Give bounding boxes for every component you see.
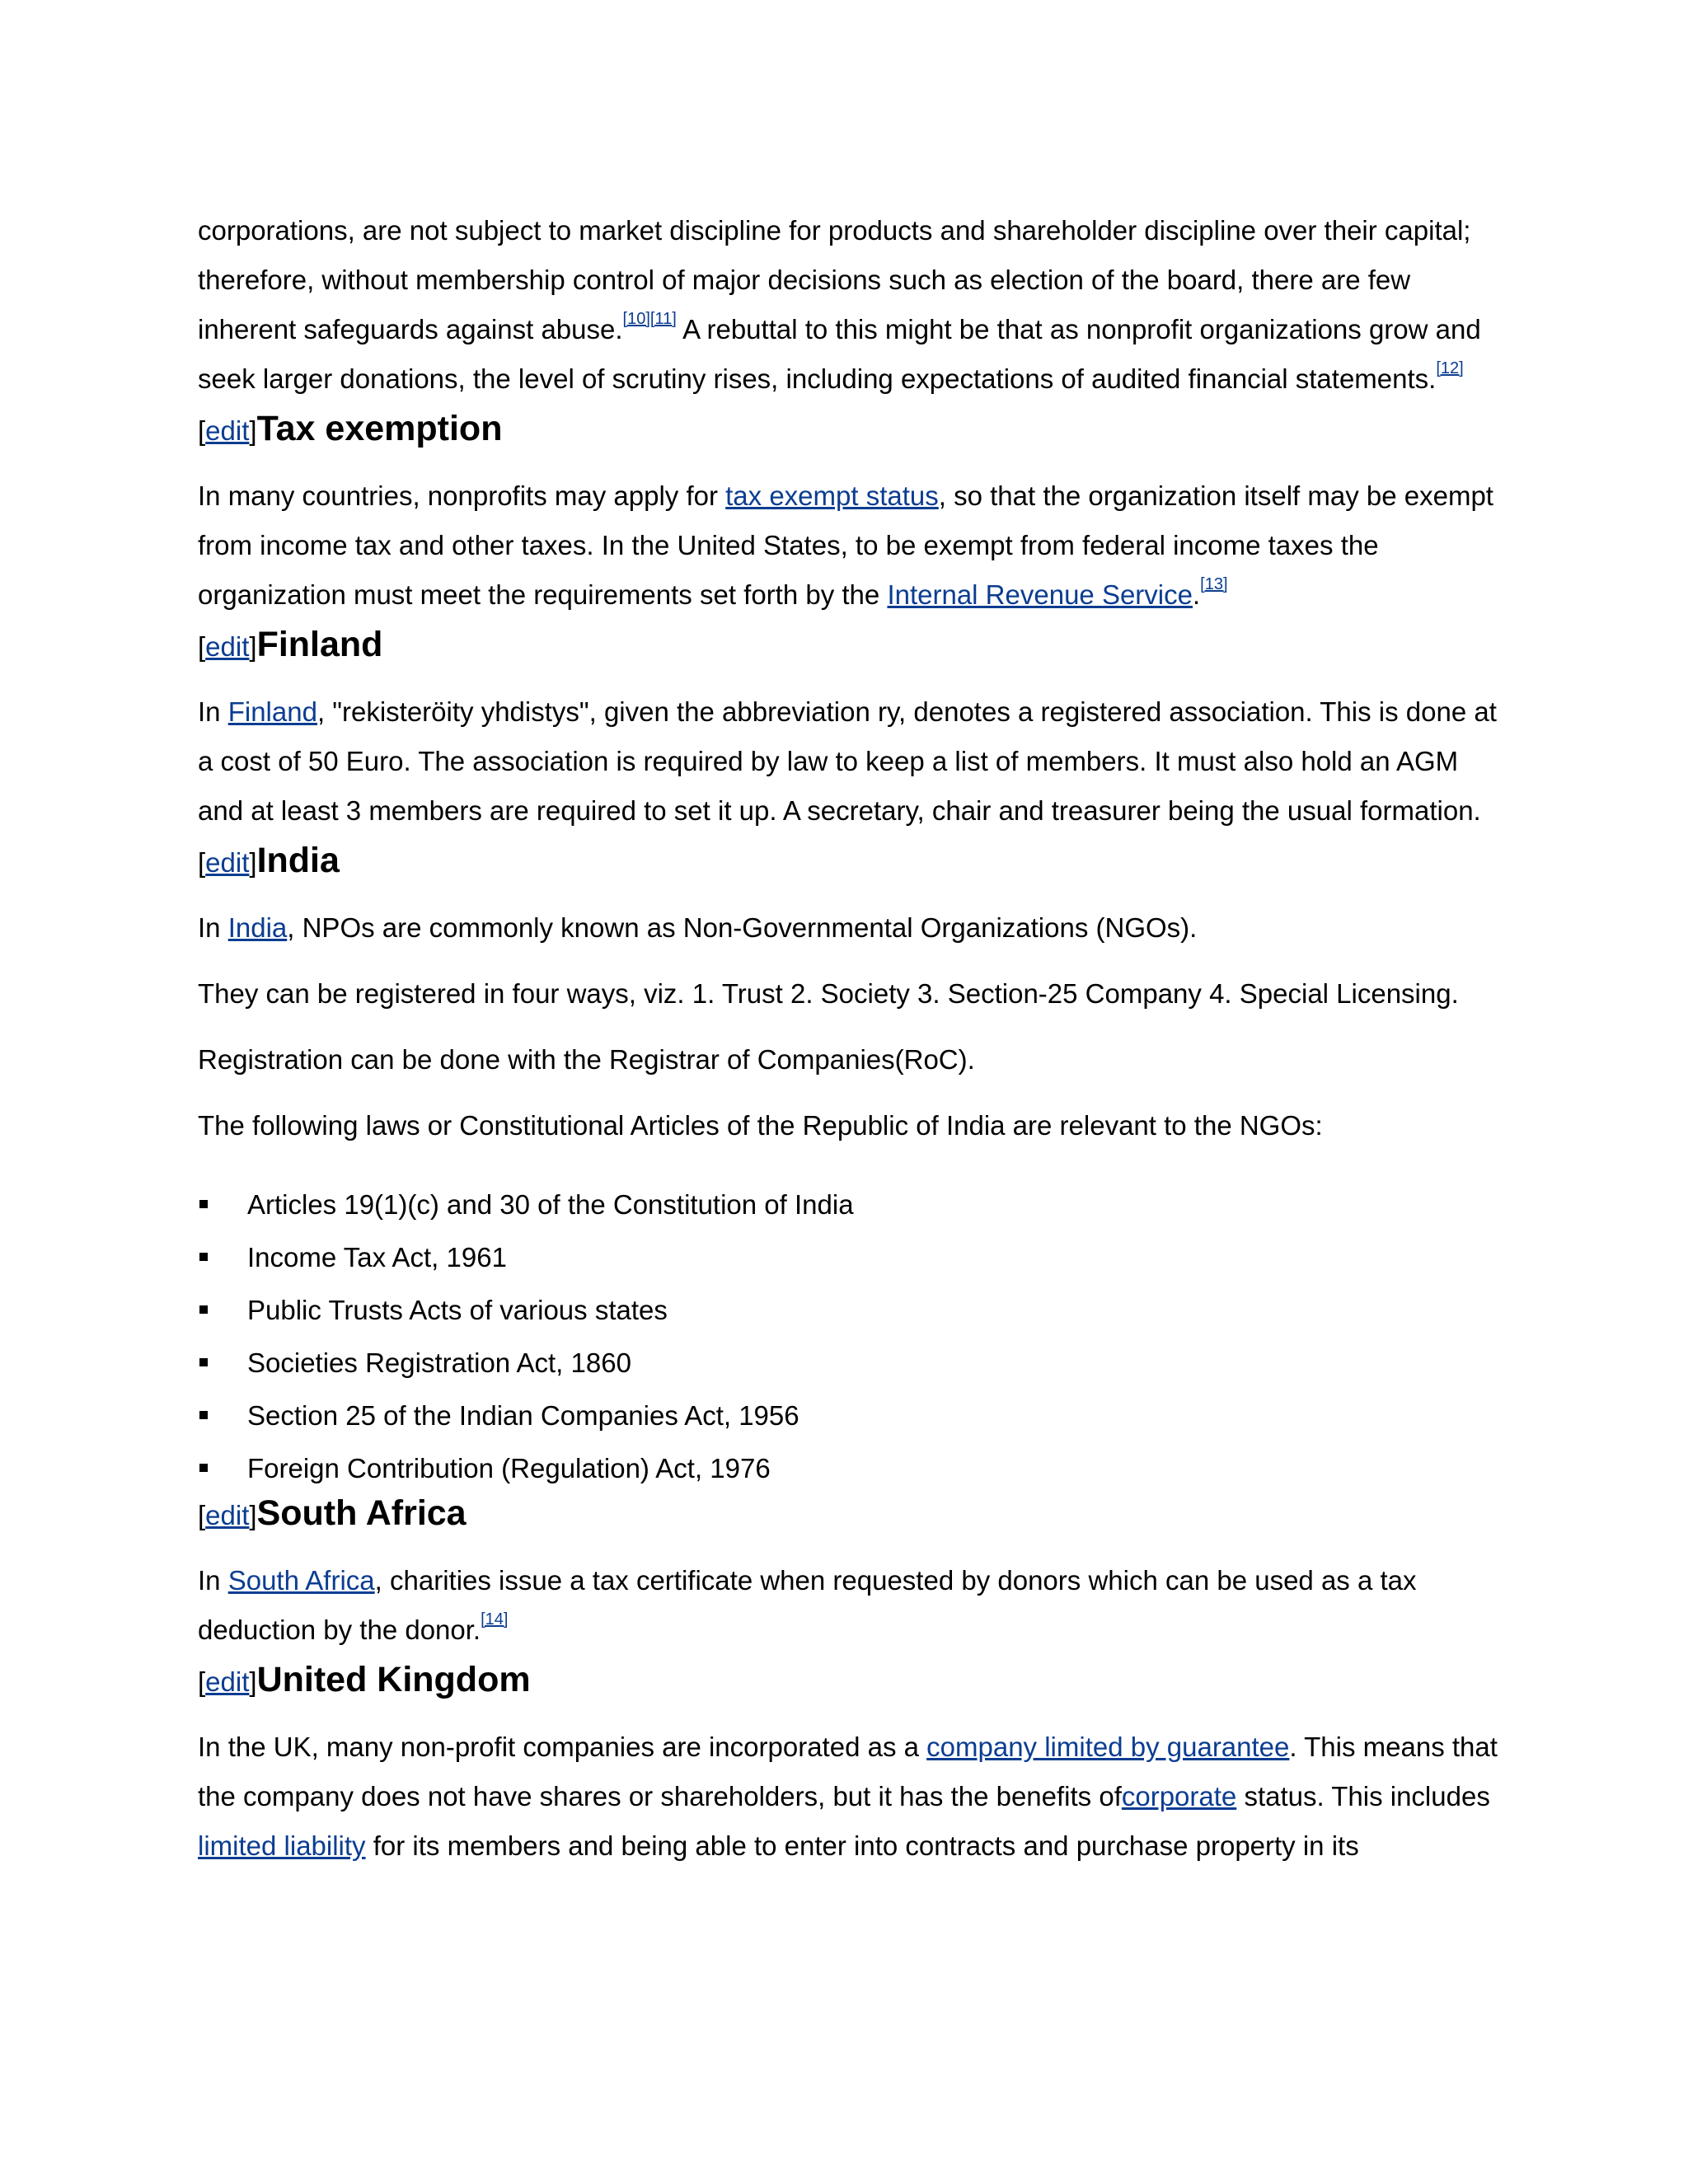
company-limited-by-guarantee-link[interactable]: company limited by guarantee <box>926 1732 1290 1762</box>
bullet-icon <box>199 1464 208 1472</box>
india-link[interactable]: India <box>227 912 288 943</box>
section-heading-finland: [edit]Finland <box>198 625 383 664</box>
citation-link[interactable]: [14] <box>481 1610 509 1629</box>
citation-link[interactable]: [10][11] <box>622 310 677 328</box>
edit-link[interactable]: [edit] <box>198 415 257 446</box>
section-heading-united-kingdom: [edit]United Kingdom <box>198 1660 531 1699</box>
list-item: Societies Registration Act, 1860 <box>198 1337 1500 1390</box>
tax-exemption-paragraph: In many countries, nonprofits may apply for tax exempt status, so that the organization itself may be exempt from income tax and other taxes. In the United States, to be exempt from federal income taxes the organization must meet the requirements set forth by the Internal Revenue Service.[13] <box>198 480 1493 610</box>
india-laws-intro: The following laws or Constitutional Articles of the Republic of India are relevant to the NGOs: <box>198 1110 1323 1141</box>
list-item: Foreign Contribution (Regulation) Act, 1976 <box>198 1442 1500 1495</box>
list-item: Income Tax Act, 1961 <box>198 1231 1500 1284</box>
limited-liability-link[interactable]: limited liability <box>198 1830 366 1861</box>
internal-revenue-service-link[interactable]: Internal Revenue Service <box>887 579 1193 610</box>
list-item: Articles 19(1)(c) and 30 of the Constitution of India <box>198 1179 1500 1231</box>
section-heading-south-africa: [edit]South Africa <box>198 1493 467 1533</box>
bullet-icon <box>199 1358 208 1366</box>
bullet-icon <box>199 1305 208 1314</box>
finland-link[interactable]: Finland <box>227 696 317 727</box>
section-heading-tax-exemption: [edit]Tax exemption <box>198 409 503 448</box>
bullet-icon <box>199 1200 208 1208</box>
finland-paragraph: In Finland, "rekisteröity yhdistys", given the abbreviation ry, denotes a registered association. This is done at a cost of 50 Euro. The association is required by law to keep a list of members. It must also hold an AGM and at least 3 members are required to set it up. A secretary, chair and treasurer being the usual formation. <box>198 696 1497 826</box>
document-page <box>198 206 1500 1871</box>
edit-link[interactable]: [edit] <box>198 1666 257 1697</box>
india-laws-list <box>198 1179 1500 1495</box>
tax-exempt-status-link[interactable]: tax exempt status <box>725 480 939 511</box>
intro-paragraph: corporations, are not subject to market discipline for products and shareholder discipline over their capital; therefore, without membership control of major decisions such as election of the board, there are few inherent safeguards against abuse.[10][11] A rebuttal to this might be that as nonprofit organizations grow and seek larger donations, the level of scrutiny rises, including expectations of audited financial statements.[12] <box>198 215 1481 394</box>
india-registration-ways: They can be registered in four ways, viz. 1. Trust 2. Society 3. Section-25 Company 4. Special Licensing. <box>198 978 1459 1009</box>
south-africa-paragraph: In South Africa, charities issue a tax certificate when requested by donors which can be used as a tax deduction by the donor.[14] <box>198 1565 1417 1645</box>
list-item: Section 25 of the Indian Companies Act, 1956 <box>198 1390 1500 1442</box>
south-africa-link[interactable]: South Africa <box>227 1565 375 1596</box>
section-heading-india: [edit]India <box>198 841 340 880</box>
edit-link[interactable]: [edit] <box>198 1500 257 1530</box>
bullet-icon <box>199 1411 208 1419</box>
list-item: Public Trusts Acts of various states <box>198 1284 1500 1337</box>
citation-link[interactable]: [12] <box>1436 359 1464 377</box>
india-registrar: Registration can be done with the Registrar of Companies(RoC). <box>198 1044 975 1075</box>
corporate-link[interactable]: corporate <box>1121 1781 1237 1811</box>
bullet-icon <box>199 1253 208 1261</box>
united-kingdom-paragraph: In the UK, many non-profit companies are incorporated as a company limited by guarantee. This means that the company does not have shares or shareholders, but it has the benefits ofcorporate status. This includes limited liability for its members and being able to enter into contracts and purchase property in its <box>198 1732 1498 1861</box>
edit-link[interactable]: [edit] <box>198 847 257 878</box>
india-paragraph: In India, NPOs are commonly known as Non-Governmental Organizations (NGOs). <box>198 912 1198 943</box>
citation-link[interactable]: [13] <box>1200 575 1228 593</box>
edit-link[interactable]: [edit] <box>198 631 257 662</box>
